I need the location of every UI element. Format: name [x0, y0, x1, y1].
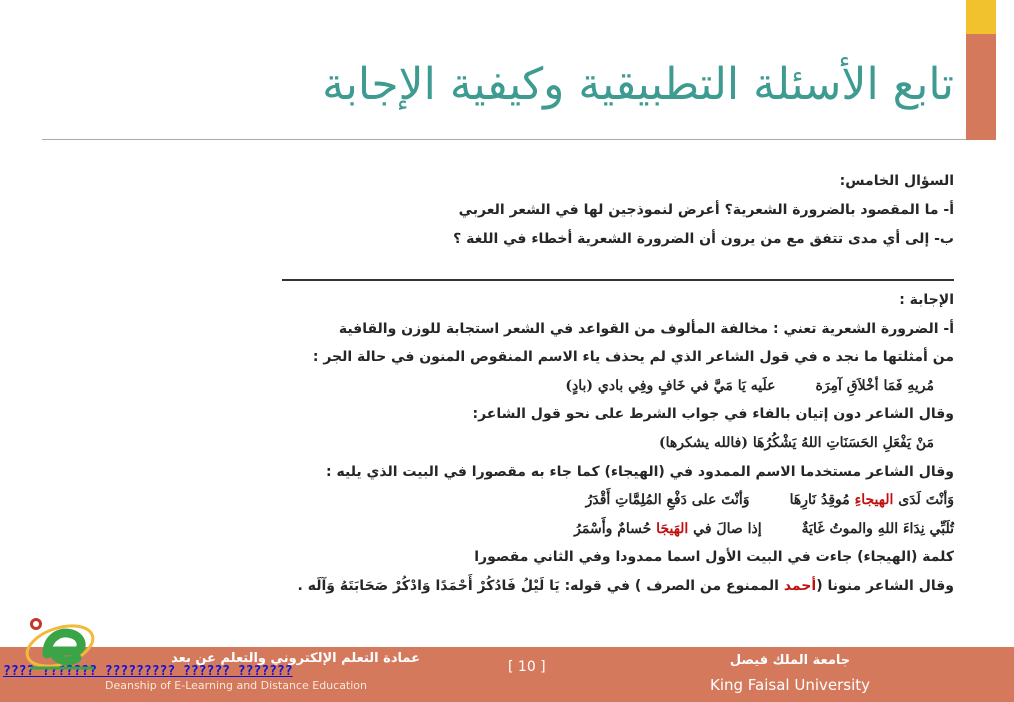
example4: [214, 572, 954, 601]
example2-intro: وقال الشاعر دون إتيان بالفاء في جواب الشرط على نحو قول الشاعر:: [472, 406, 954, 423]
example3-verse-line2: [214, 515, 954, 544]
question-part-b: ب- إلى أي مدى تتفق مع من يرون أن الضرورة الشعرية أخطاء في اللغة ؟: [453, 231, 954, 247]
example3-intro: وقال الشاعر مستخدما الاسم الممدود في (الهيجاء) كما جاء به مقصورا في البيت الذي يليه :: [326, 463, 954, 480]
verse-line2-second-half: [574, 521, 762, 537]
verse-line1-second-half: وَأنْتَ على دَفْعِ المُلِمَّاتِ أَقْدَرُ: [585, 492, 750, 509]
verse-line2-first-half: تُلَبِّي نِدَاءَ اللهِ والموتُ غَايَةٌ: [801, 520, 954, 537]
accent-bar-orange: [966, 34, 996, 140]
section-divider: [282, 279, 954, 281]
question-block: [214, 167, 954, 254]
accent-bar-yellow: [966, 0, 996, 34]
deanship-name-en: Deanship of E-Learning and Distance Education: [105, 679, 368, 692]
title-divider: [42, 139, 966, 140]
example1-verse: [214, 372, 954, 401]
verse-line1-first-half: [790, 492, 954, 508]
slide-title: تابع الأسئلة التطبيقية وكيفية الإجابة: [322, 59, 954, 110]
highlight-hayja-long: الهيجاءِ: [854, 492, 894, 509]
example4-text: الممنوع من الصرف ) في قوله: يَا لَيْلُ فَادُكُرْ أَحْمَدًا وَادْكُرْ صَحَابَتَهُ وَآلَه .: [297, 577, 784, 594]
verse-text: مُوقِدُ نَارِهَا: [789, 492, 855, 509]
answer-definition: أ- الضرورة الشعرية تعني : مخالفة المألوف من القواعد في الشعر استجابة للوزن والقافية: [338, 320, 954, 337]
answer-heading: الإجابة :: [899, 292, 954, 308]
example4-text: وقال الشاعر منونا (: [816, 577, 954, 594]
example1-verse-first-half: مُريهِ فَمَا أخْلاَقِ آمِرَة: [815, 377, 934, 394]
broken-link-text[interactable]: ???? ??????? ????????? ?????? ???????: [3, 664, 293, 679]
verse-text: حُسامٌ وأَسْمَرُ: [574, 520, 657, 537]
elearning-logo-icon: [22, 606, 102, 676]
example2-verse: مَنْ يَفْعَلِ الحَسَنَاتِ اللهُ يَشْكُرُهَا (فالله يشكرها): [659, 434, 934, 451]
example3-note: كلمة (الهيجاء) جاءت في البيت الأول اسما ممدودا وفي الثاني مقصورا: [474, 549, 954, 566]
page-number: [ 10 ]: [508, 659, 546, 675]
highlight-ahmad: أحمد: [783, 577, 817, 594]
verse-text: إذا صالَ في: [688, 520, 762, 537]
answer-block: [214, 286, 954, 601]
verse-text: وَأنْتَ لَدَى: [893, 492, 954, 509]
highlight-hayja-short: الهَيجَا: [656, 520, 689, 537]
question-heading: السؤال الخامس:: [839, 173, 954, 189]
example3-verse-line1: [214, 486, 954, 515]
deanship-name-ar: عمادة التعلم الإلكتروني والتعلم عن بعد: [171, 651, 420, 666]
university-name-en: King Faisal University: [709, 676, 871, 694]
example1-verse-second-half: علَيه يَا مَيَّ في خَافٍ وفِي بادي (بادٍ): [565, 377, 776, 394]
footer-bar: [0, 647, 1014, 702]
example1-intro: من أمثلتها ما نجد ه في قول الشاعر الذي لم يحذف ياء الاسم المنقوص المنون في حالة الجر :: [312, 349, 954, 366]
question-part-a: أ- ما المقصود بالضرورة الشعرية؟ أعرض لنموذجين لها في الشعر العربي: [458, 202, 954, 218]
university-name-ar: جامعة الملك فيصل: [729, 653, 851, 668]
